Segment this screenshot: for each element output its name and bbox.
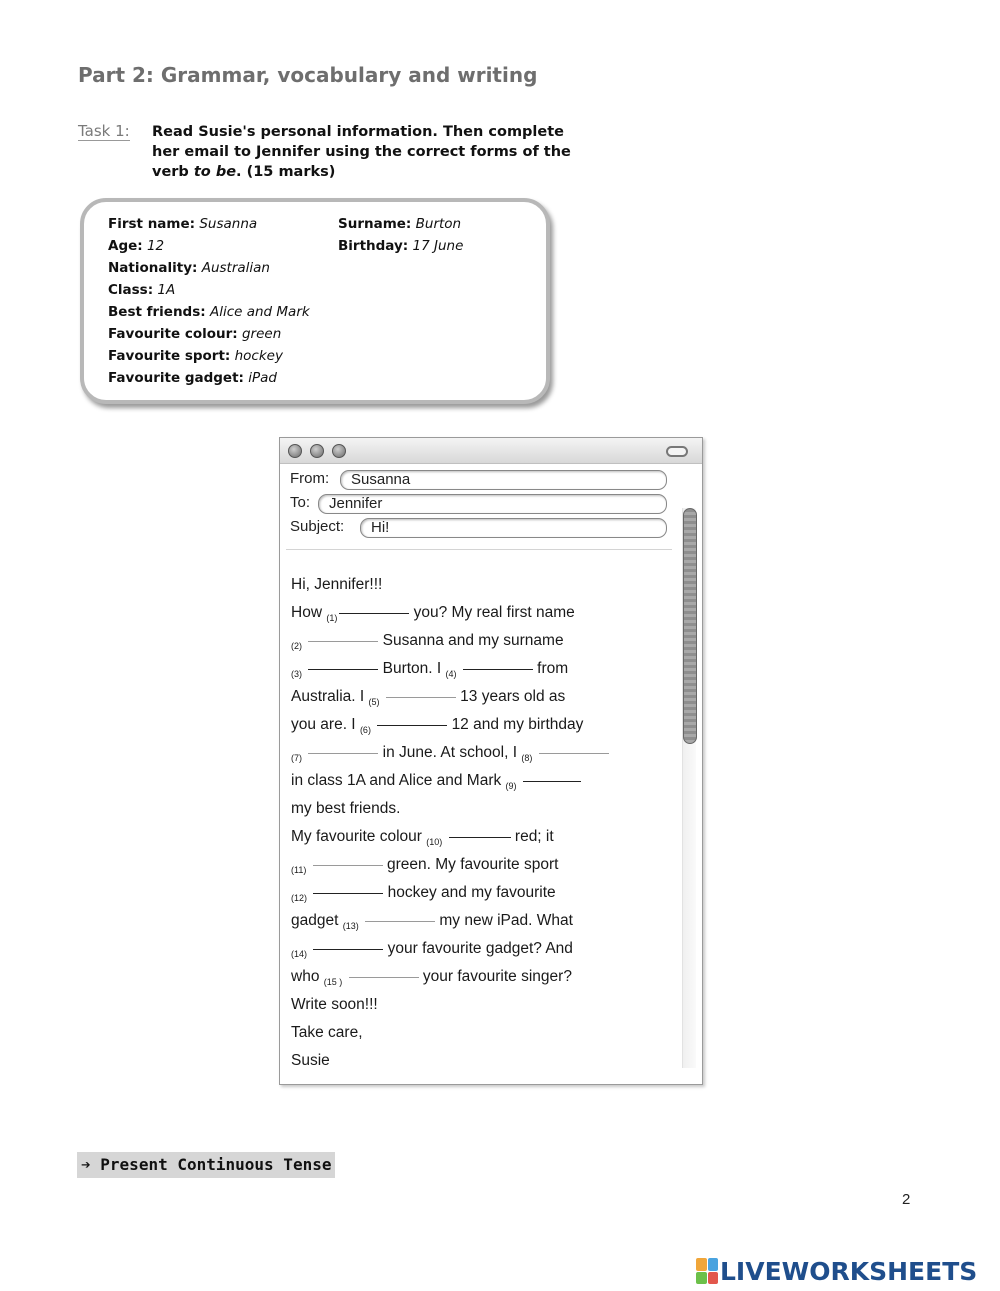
body-line: $_{(3)}$ Burton. I $_{(4)}$ from xyxy=(291,660,569,679)
body-line: Australia. I $_{(5)}$ 13 years old as xyxy=(291,688,566,707)
body-line: Take care, xyxy=(291,1024,363,1041)
info-nationality: Nationality: Australian xyxy=(108,260,270,276)
answer-blank-12[interactable] xyxy=(313,893,383,894)
from-label: From: xyxy=(290,470,330,487)
scrollbar[interactable] xyxy=(682,508,696,1068)
answer-blank-3[interactable] xyxy=(308,669,378,670)
zoom-window-icon[interactable] xyxy=(332,444,346,458)
info-class: Class: 1A xyxy=(108,282,176,298)
subject-field[interactable]: Hi! xyxy=(360,518,667,538)
answer-blank-13[interactable] xyxy=(365,921,435,922)
answer-blank-2[interactable] xyxy=(308,641,378,642)
body-line: gadget $_{(13)}$ my new iPad. What xyxy=(291,912,573,931)
email-body xyxy=(291,571,671,1075)
answer-blank-14[interactable] xyxy=(313,949,383,950)
logo-blocks-icon xyxy=(696,1258,718,1284)
subject-row xyxy=(290,518,670,538)
info-age: Age: 12 xyxy=(108,238,165,254)
body-line: Hi, Jennifer!!! xyxy=(291,576,383,593)
body-line: My favourite colour $_{(10)}$ red; it xyxy=(291,828,554,847)
body-line: you are. I $_{(6)}$ 12 and my birthday xyxy=(291,716,584,735)
liveworksheets-logo xyxy=(696,1256,977,1286)
body-line: Write soon!!! xyxy=(291,996,378,1013)
task-label: Task 1: xyxy=(78,122,130,140)
body-line: Susie xyxy=(291,1052,330,1069)
body-line: $_{(11)}$ green. My favourite sport xyxy=(291,856,559,875)
info-best-friends: Best friends: Alice and Mark xyxy=(108,304,310,320)
info-surname: Surname: Burton xyxy=(338,216,462,232)
info-favourite-colour: Favourite colour: green xyxy=(108,326,282,342)
body-line: How $_{(1)}$ you? My real first name xyxy=(291,604,575,623)
to-label: To: xyxy=(290,494,311,511)
answer-blank-11[interactable] xyxy=(313,865,383,866)
to-field[interactable]: Jennifer xyxy=(318,494,667,514)
body-line: who $_{(15 )}$ your favourite singer? xyxy=(291,968,572,987)
from-field[interactable]: Susanna xyxy=(340,470,667,490)
info-first-name: First name: Susanna xyxy=(108,216,258,232)
section-heading: ➔ Present Continuous Tense xyxy=(77,1152,335,1178)
answer-blank-6[interactable] xyxy=(377,725,447,726)
to-row xyxy=(290,494,670,514)
page-number: 2 xyxy=(902,1191,911,1208)
body-line: my best friends. xyxy=(291,800,401,817)
body-line: $_{(2)}$ Susanna and my surname xyxy=(291,632,564,651)
email-window xyxy=(279,437,703,1085)
answer-blank-5[interactable] xyxy=(386,697,456,698)
body-line: $_{(7)}$ in June. At school, I $_{(8)}$ xyxy=(291,739,671,767)
scrollbar-thumb[interactable] xyxy=(683,508,697,744)
answer-blank-1[interactable] xyxy=(339,613,409,614)
body-line: in class 1A and Alice and Mark $_{(9)}$ xyxy=(291,767,671,795)
minimize-window-icon[interactable] xyxy=(310,444,324,458)
from-row xyxy=(290,470,670,490)
answer-blank-10[interactable] xyxy=(449,837,511,838)
answer-blank-7[interactable] xyxy=(308,753,378,754)
answer-blank-9[interactable] xyxy=(523,781,581,782)
window-titlebar xyxy=(280,438,702,464)
info-favourite-gadget: Favourite gadget: iPad xyxy=(108,370,277,386)
arrow-right-icon: ➔ xyxy=(81,1155,91,1174)
info-favourite-sport: Favourite sport: hockey xyxy=(108,348,283,364)
close-window-icon[interactable] xyxy=(288,444,302,458)
header-divider xyxy=(286,549,672,550)
toolbar-toggle-button[interactable] xyxy=(666,446,688,457)
logo-text: LIVEWORKSHEETS xyxy=(720,1256,978,1286)
body-line: $_{(14)}$ your favourite gadget? And xyxy=(291,940,573,959)
body-line: $_{(12)}$ hockey and my favourite xyxy=(291,884,556,903)
page-title: Part 2: Grammar, vocabulary and writing xyxy=(78,63,538,87)
subject-label: Subject: xyxy=(290,518,345,535)
answer-blank-4[interactable] xyxy=(463,669,533,670)
answer-blank-8[interactable] xyxy=(539,753,609,754)
info-birthday: Birthday: 17 June xyxy=(338,238,464,254)
personal-info-box xyxy=(80,198,550,404)
answer-blank-15[interactable] xyxy=(349,977,419,978)
task-instructions: Read Susie's personal information. Then complete her email to Jennifer using the correct forms of the verb to be. (15 marks) xyxy=(152,124,571,180)
